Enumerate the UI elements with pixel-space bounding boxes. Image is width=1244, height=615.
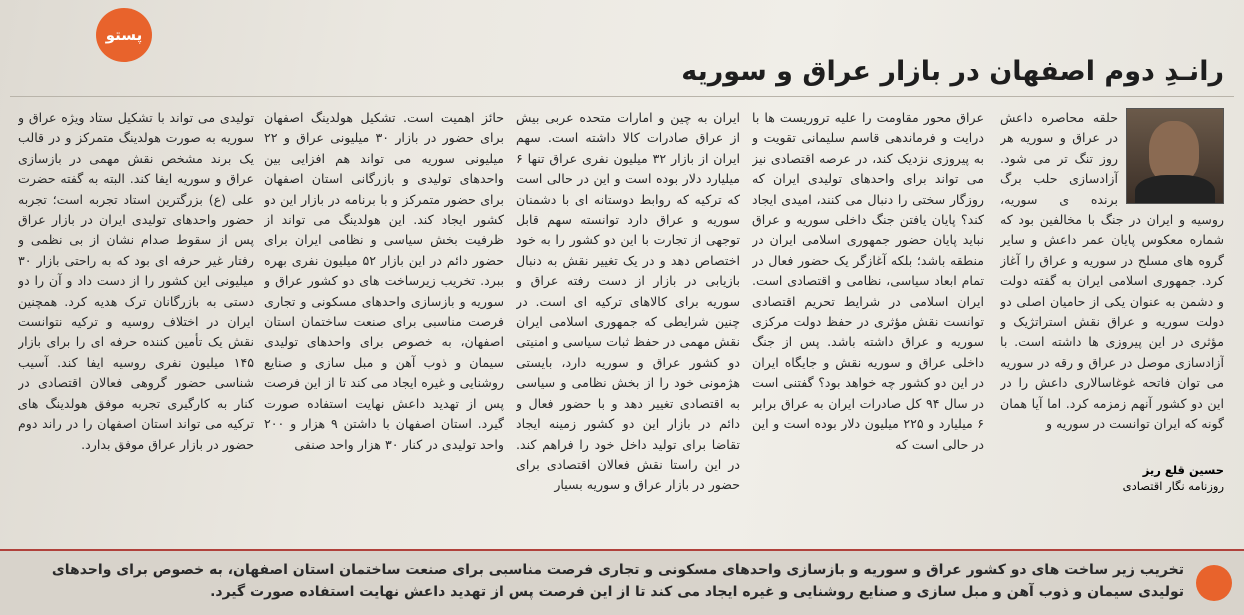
headline: رانـدِ دوم اصفهان در بازار عراق و سوریه: [681, 56, 1224, 87]
author-role: روزنامه نگار اقتصادی: [1122, 479, 1224, 493]
author-photo-face: [1149, 121, 1199, 183]
column-4-text: حائز اهمیت است. تشکیل هولدینگ اصفهان برای حضور در بازار ۳۰ میلیونی عراق و ۲۲ میلیونی سوریه می تواند هم افزایی بین واحدهای تولیدی و بازرگانی استان اصفهان برای حضور متمرکز و با برنامه در بازار این دو کشور ایجاد کند. این هولدینگ می تواند از ظرفیت بخش سیاسی و نظامی ایران برای حضور دائم در این بازار ۵۲ میلیون نفری بهره ببرد. تخریب زیرساخت های دو کشور عراق و سوریه و بازسازی واحدهای مسکونی و تجاری فرصت مناسبی برای صنعت ساختمان استان اصفهان، به خصوص برای واحدهای تولیدی سیمان و ذوب آهن و مبل سازی و صنایع روشنایی و غیره ایجاد می کند تا از این فرصت پس از تهدید داعش نهایت استفاده صورت گیرد. استان اصفهان با داشتن ۹ هزار و ۲۰۰ واحد تولیدی در کنار ۳۰ هزار واحد صنفی: [264, 110, 504, 452]
column-3-text: ایران به چین و امارات متحده عربی بیش از عراق صادرات کالا داشته است. سهم ایران از بازار ۳۲ میلیون نفری عراق تنها ۶ میلیارد دلار بوده است و این در حالی است که ترکیه که روابط دوستانه ای با دشمنان سوریه و عراق دارد توانسته سهم قابل توجهی از تجارت با این دو کشور را به خود اختصاص دهد و در یک تغییر نقش به دنبال بازیابی در بازار از دست رفته عراق و سوریه برای کالاهای ترکیه ای است. در چنین شرایطی که جمهوری اسلامی ایران نقش مهمی در حفظ ثبات سیاسی و امنیتی دو کشور عراق و سوریه دارد، بایستی هژمونی خود را از بخش نظامی و سیاسی به اقتصادی تغییر دهد و با حضور فعال و دائم در بازار این دو کشور زمینه ایجاد تقاضا برای تولید داخل خود را فراهم کند. در این راستا نقش فعالان اقتصادی برای حضور در بازار عراق و سوریه بسیار: [516, 110, 740, 493]
column-2-text: عراق محور مقاومت را علیه تروریست ها با درایت و فرماندهی قاسم سلیمانی تقویت و به پیروزی نزدیک کند، در عرصه اقتصادی نیز می تواند برای واحدهای تولیدی ایران که روزگار سختی را دنبال می کنند، امیدی ایجاد کند؟ پایان یافتن جنگ داخلی سوریه و عراق نباید پایان حضور جمهوری اسلامی ایران در منطقه باشد؛ بلکه آغازگر یک حضور فعال در تمام ابعاد سیاسی، نظامی و اقتصادی است. ایران اسلامی در شرایط تحریم اقتصادی توانست نقش مؤثری در حفظ دولت مرکزی سوریه و عراق داشته باشد. پس از جنگ داخلی عراق و سوریه نقش و جایگاه ایران در این دو کشور چه خواهد بود؟ گفتنی است در سال ۹۴ کل صادرات ایران به عراق برابر ۶ میلیارد و ۲۲۵ میلیون دلار بوده است و این در حالی است که: [752, 110, 984, 452]
column-3: [516, 108, 740, 540]
column-2: [752, 108, 984, 540]
section-badge: پستو: [96, 8, 152, 62]
pullquote-text: تخریب زیر ساخت های دو کشور عراق و سوریه و بازسازی واحدهای مسکونی و تجاری فرصت مناسبی برای صنعت ساختمان استان اصفهان، به خصوص برای واحدهای تولیدی سیمان و ذوب آهن و مبل سازی و صنایع روشنایی و غیره ایجاد می کند تا از این فرصت پس از تهدید داعش نهایت استفاده صورت گیرد.: [51, 562, 1184, 600]
author-photo-body: [1135, 175, 1215, 204]
header-rule: [10, 96, 1234, 97]
column-4: [264, 108, 504, 540]
column-5: [18, 108, 254, 540]
pullquote-bar: [0, 549, 1244, 615]
author-byline: [1000, 462, 1224, 494]
column-5-text: تولیدی می تواند با تشکیل ستاد ویژه عراق و سوریه به صورت هولدینگ متمرکز و در قالب یک برند مشخص نقش مهمی در بازسازی عراق و سوریه ایفا کند. البته به گفته حضرت علی (ع) بزرگترین استاد تجربه است؛ تجربه حضور واحدهای تولیدی ایران در بازار عراق پس از سقوط صدام نشان از بی نظمی و رفتار غیر حرفه ای بود که به راحتی بازار ۳۰ میلیونی این کشور را از دست داد و آن را دو دستی به بازرگانان ترک هدیه کرد. همچنین ایران در اختلاف روسیه و ترکیه نتوانست نقش یک تأمین کننده حرفه ای را برای بازار ۱۴۵ میلیون نفری روسیه ایفا کند. آسیب شناسی حضور گروهی فعالان اقتصادی در کنار به کارگیری تجربه موفق هولدینگ های ترکیه می تواند استان اصفهان را در راند دوم حضور در بازار عراق موفق بدارد.: [18, 110, 254, 452]
author-photo: [1126, 108, 1224, 204]
pullquote-bullet-icon: [1196, 565, 1232, 601]
author-name: حسین قلع ریز: [1142, 463, 1224, 477]
column-1-text: حلقه محاصره داعش در عراق و سوریه هر روز تنگ تر می شود. آزادسازی حلب برگ برنده ی سوریه، روسیه و ایران در جنگ با مخالفین بود که شماره معکوس پایان عمر داعش و سایر گروه های مسلح در سوریه و عراق را آغاز کرد. جمهوری اسلامی ایران به گفته دولت و دشمن به عنوان یکی از حامیان اصلی دو دولت سوریه و عراق نقش استراتژیک و مؤثری در این پیروزی ها داشته است. با آزادسازی موصل در عراق و رقه در سوریه می توان فاتحه غوغاسالاری داعش را در این دو کشور آنهم زمزمه کرد. اما آیا همان گونه که ایران توانست در سوریه و: [1000, 110, 1224, 432]
